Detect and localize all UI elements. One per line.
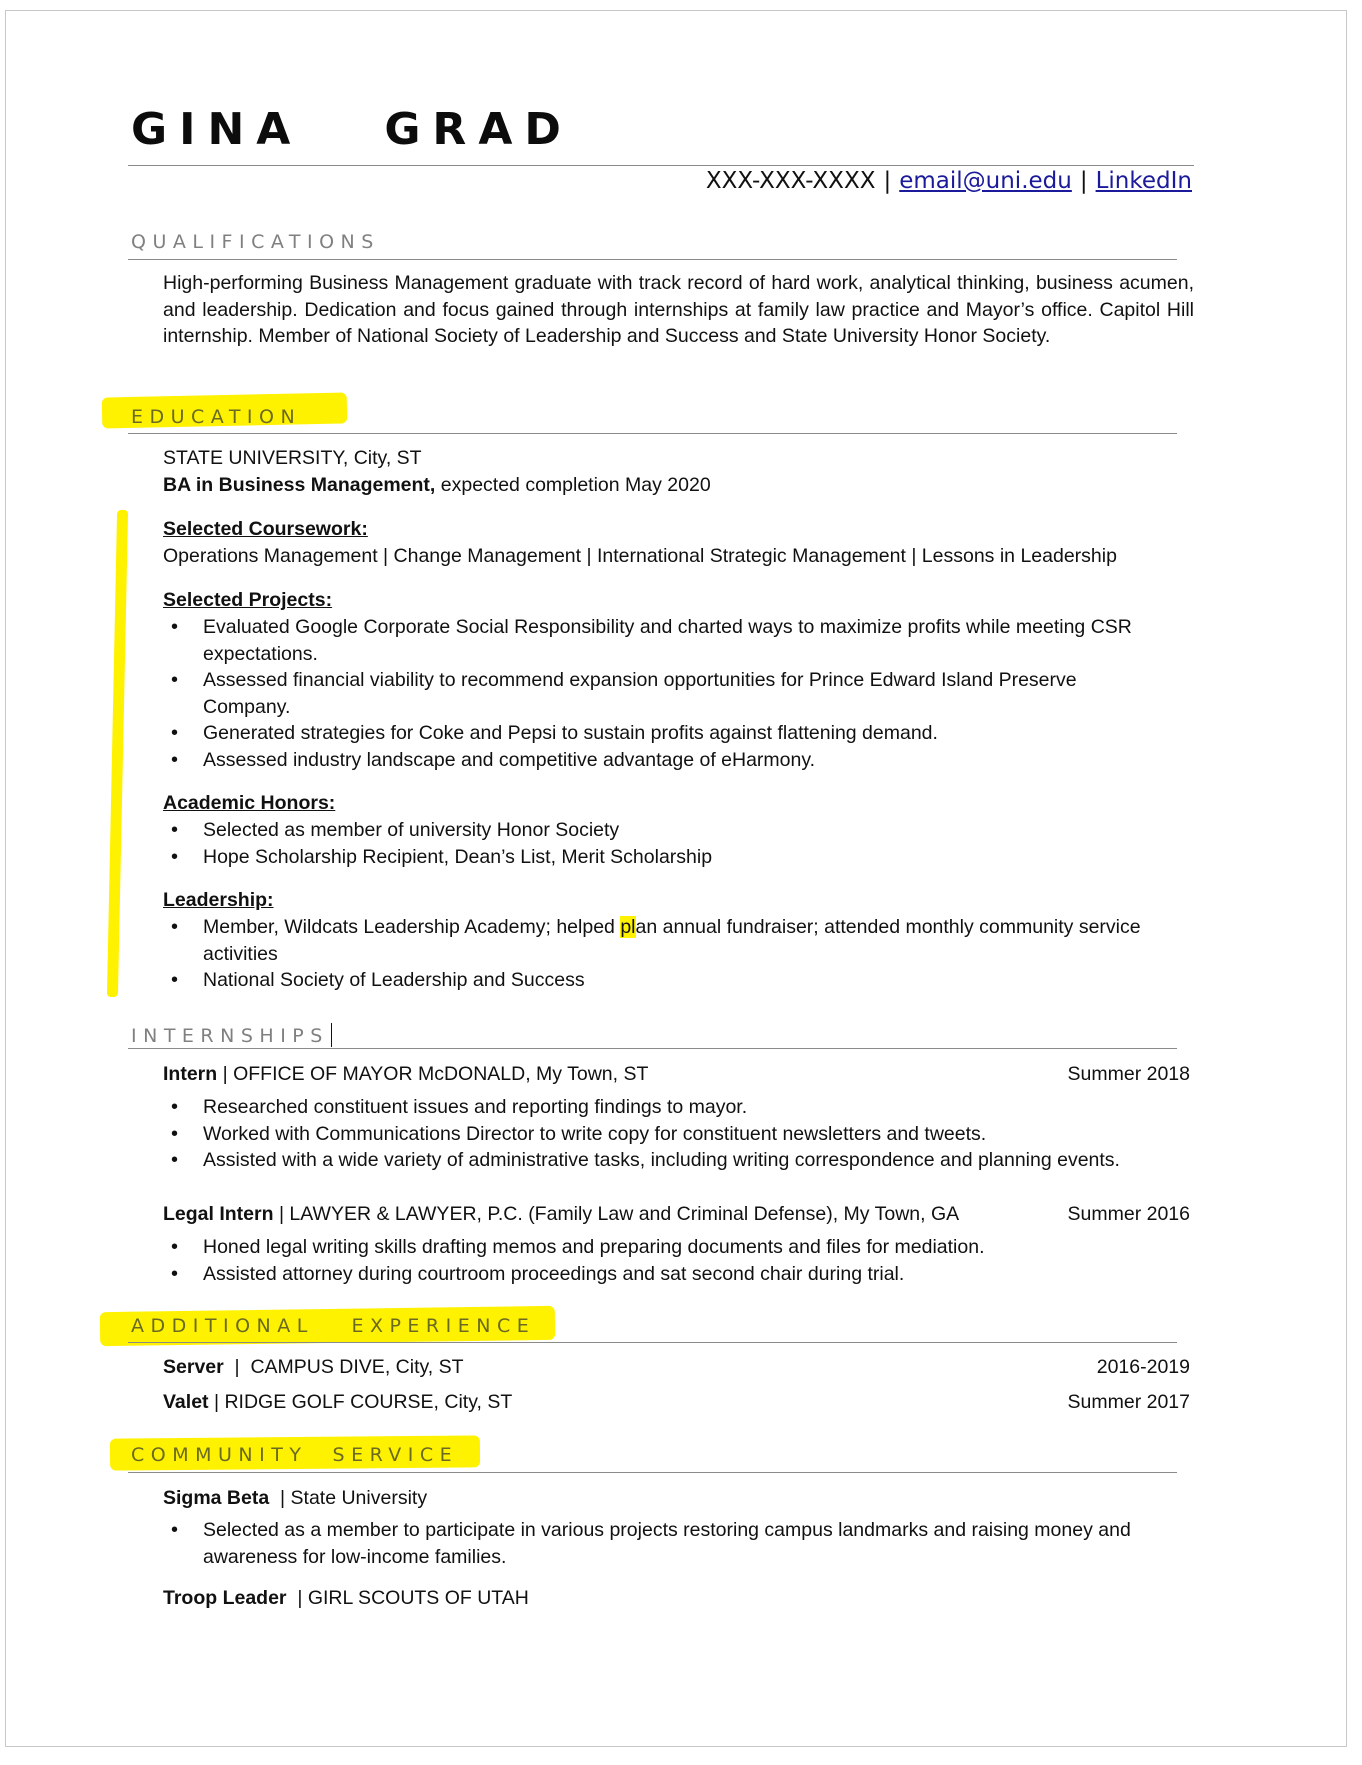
text-cursor [331,1023,333,1047]
job-bullets [163,1234,1194,1287]
list-item: • Assisted attorney during courtroom proceedings and sat second chair during trial. [163,1261,1194,1288]
section-heading-community-service: COMMUNITY SERVICE [131,1444,459,1466]
job-org: | OFFICE OF MAYOR McDONALD, My Town, ST [217,1063,649,1085]
section-divider [128,1342,1177,1343]
section-divider [128,259,1177,260]
highlighted-text: pl [620,916,636,938]
service-title: Troop Leader [163,1587,287,1609]
heading-text: INTERNSHIPS [131,1025,329,1047]
job-title: Server [163,1356,224,1378]
job-line [163,1354,464,1380]
job-line [163,1061,648,1087]
projects-heading: Selected Projects: [163,589,333,611]
job-date: 2016-2019 [1096,1356,1190,1378]
text-segment: Member, Wildcats Leadership Academy; helped [203,916,621,938]
degree-title: BA in Business Management, [163,474,436,496]
list-item: • Assessed industry landscape and competitive advantage of eHarmony. [163,747,1194,774]
list-item: • Assisted with a wide variety of administrative tasks, including writing correspondence and planning events. [163,1147,1194,1174]
phone-number: XXX-XXX-XXXX [705,168,876,194]
coursework-heading: Selected Coursework: [163,518,368,540]
job-org: | RIDGE GOLF COURSE, City, ST [208,1391,513,1413]
section-divider [128,1472,1177,1473]
projects-list [163,614,1194,773]
degree-line [163,472,711,498]
section-heading-qualifications: QUALIFICATIONS [131,231,380,253]
name-divider [128,165,1194,166]
section-divider [128,1048,1177,1049]
linkedin-link[interactable]: LinkedIn [1095,168,1192,194]
list-item: • Selected as member of university Honor Society [163,817,1194,844]
service-line [163,1485,427,1511]
job-line [163,1201,959,1227]
list-item: • Assessed financial viability to recommend expansion opportunities for Prince Edward Island Preserve Company. [163,667,1194,720]
honors-list [163,817,1194,870]
list-item: • National Society of Leadership and Success [163,967,1194,994]
job-date: Summer 2016 [1067,1203,1190,1225]
job-title: Legal Intern [163,1203,274,1225]
section-heading-education: EDUCATION [131,406,302,428]
degree-note: expected completion May 2020 [435,474,711,496]
service-bullets [163,1517,1194,1570]
job-line [163,1389,512,1415]
candidate-name: GINA GRAD [131,104,573,155]
section-divider [128,433,1177,434]
job-title: Intern [163,1063,218,1085]
separator: | [883,168,892,194]
qualifications-summary: High-performing Business Management graduate with track record of hard work, analytical thinking, business acumen, and leadership. Dedication and focus gained through internships at family law practice and Mayor’s office. Capitol Hill internship. Member of National Society of Leadership and Success and State University Honor Society. [163,272,1194,347]
job-title: Valet [163,1391,209,1413]
list-item: • Selected as a member to participate in various projects restoring campus landmarks and raising money and awareness for low-income families. [163,1517,1194,1570]
separator: | [1079,168,1088,194]
service-org: | GIRL SCOUTS OF UTAH [286,1587,529,1609]
contact-line [706,168,1192,194]
honors-heading: Academic Honors: [163,792,336,814]
job-org: | CAMPUS DIVE, City, ST [223,1356,464,1378]
list-item: • Researched constituent issues and reporting findings to mayor. [163,1094,1194,1121]
section-heading-additional-experience: ADDITIONAL EXPERIENCE [131,1315,536,1337]
section-heading-internships [131,1023,332,1047]
service-org: | State University [269,1487,428,1509]
list-item: • Hope Scholarship Recipient, Dean’s List, Merit Scholarship [163,844,1194,871]
email-link[interactable]: email@uni.edu [899,168,1072,194]
list-item [163,914,1194,967]
leadership-heading: Leadership: [163,889,274,911]
list-item: • Worked with Communications Director to write copy for constituent newsletters and tweets. [163,1121,1194,1148]
job-bullets [163,1094,1194,1174]
text-segment: an annual fundraiser; attended monthly community service activities [203,916,1141,965]
service-line [163,1585,529,1611]
school-name: STATE UNIVERSITY, City, ST [163,447,422,469]
list-item: • Generated strategies for Coke and Pepsi to sustain profits against flattening demand. [163,720,1194,747]
list-item: • Honed legal writing skills drafting memos and preparing documents and files for mediation. [163,1234,1194,1261]
job-date: Summer 2018 [1067,1063,1190,1085]
job-org: | LAWYER & LAWYER, P.C. (Family Law and Criminal Defense), My Town, GA [273,1203,960,1225]
leadership-list [163,914,1194,994]
service-title: Sigma Beta [163,1487,270,1509]
coursework-list: Operations Management | Change Management | International Strategic Management | Lessons in Leadership [163,545,1117,567]
job-date: Summer 2017 [1067,1391,1190,1413]
list-item: • Evaluated Google Corporate Social Responsibility and charted ways to maximize profits while meeting CSR expectations. [163,614,1194,667]
